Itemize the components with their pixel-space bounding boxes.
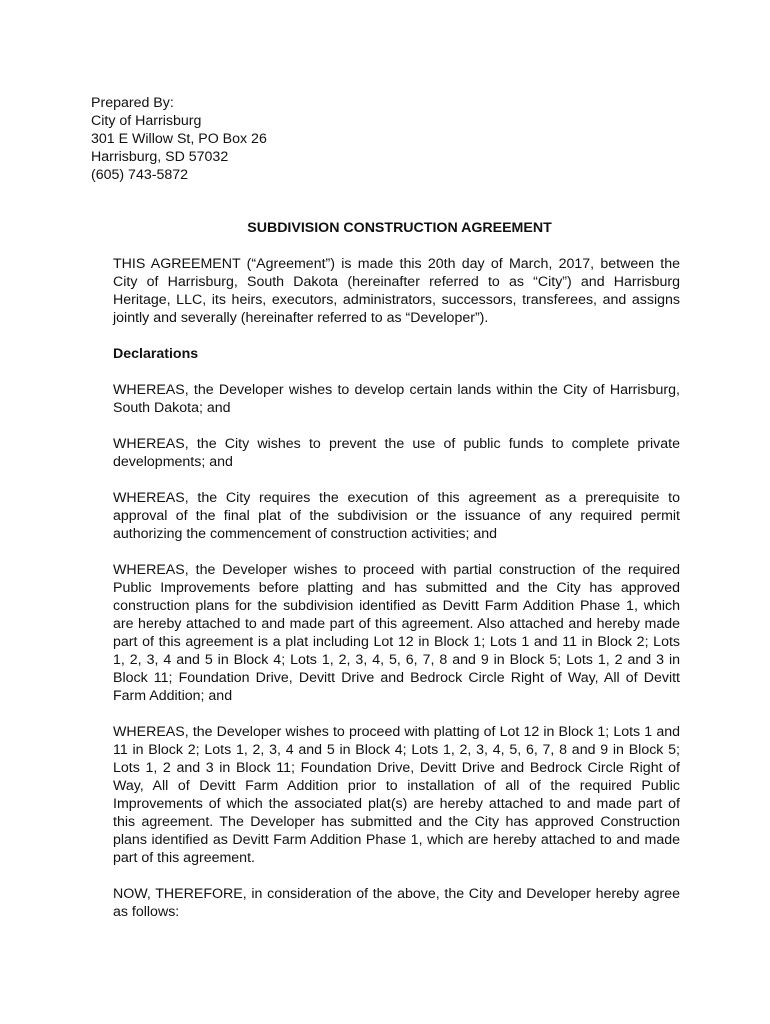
- whereas-paragraph-4: WHEREAS, the Developer wishes to proceed with partial construction of the required Public Improvements before platting and has submitted and the City has approved construction plans for the subdivision identified as Devitt Farm Addition Phase 1, which are hereby attached to and made part of this agreement. Also attached and hereby made part of this agreement is a plat including Lot 12 in Block 1; Lots 1 and 11 in Block 2; Lots 1, 2, 3, 4 and 5 in Block 4; Lots 1, 2, 3, 4, 5, 6, 7, 8 and 9 in Block 5; Lots 1, 2 and 3 in Block 11; Foundation Drive, Devitt Drive and Bedrock Circle Right of Way, All of Devitt Farm Addition; and: [113, 562, 680, 704]
- prepared-by-address: 301 E Willow St, PO Box 26: [91, 131, 267, 147]
- whereas-paragraph-3: WHEREAS, the City requires the execution of this agreement as a prerequisite to approval of the final plat of the subdivision or the issuance of any required permit authorizing the commencement of construction activities; and: [113, 490, 680, 542]
- document-title: SUBDIVISION CONSTRUCTION AGREEMENT: [247, 220, 552, 236]
- agreement-body: [113, 219, 680, 939]
- prepared-by-org: City of Harrisburg: [91, 113, 202, 129]
- whereas-paragraph-2: WHEREAS, the City wishes to prevent the use of public funds to complete private developments; and: [113, 436, 680, 470]
- prepared-by-label: Prepared By:: [91, 95, 174, 111]
- prepared-by-city-state-zip: Harrisburg, SD 57032: [91, 149, 229, 165]
- whereas-paragraph-1: WHEREAS, the Developer wishes to develop certain lands within the City of Harrisburg, South Dakota; and: [113, 382, 680, 416]
- prepared-by-block: [91, 94, 267, 184]
- whereas-paragraph-5: WHEREAS, the Developer wishes to proceed with platting of Lot 12 in Block 1; Lots 1 and 11 in Block 2; Lots 1, 2, 3, 4 and 5 in Block 4; Lots 1, 2, 3, 4, 5, 6, 7, 8 and 9 in Block 5; Lots 1, 2 and 3 in Block 11; Foundation Drive, Devitt Drive and Bedrock Circle Right of Way, All of Devitt Farm Addition prior to installation of all of the required Public Improvements of which the associated plat(s) are hereby attached to and made part of this agreement. The Developer has submitted and the City has approved Construction plans identified as Devitt Farm Addition Phase 1, which are hereby attached to and made part of this agreement.: [113, 724, 680, 866]
- now-therefore-paragraph: NOW, THEREFORE, in consideration of the above, the City and Developer hereby agree as follows:: [113, 886, 680, 920]
- prepared-by-phone: (605) 743-5872: [91, 167, 189, 183]
- intro-paragraph: THIS AGREEMENT (“Agreement”) is made this 20th day of March, 2017, between the City of Harrisburg, South Dakota (hereinafter referred to as “City”) and Harrisburg Heritage, LLC, its heirs, executors, administrators, successors, transferees, and assigns jointly and severally (hereinafter referred to as “Developer”).: [113, 256, 680, 326]
- declarations-heading: Declarations: [113, 346, 199, 362]
